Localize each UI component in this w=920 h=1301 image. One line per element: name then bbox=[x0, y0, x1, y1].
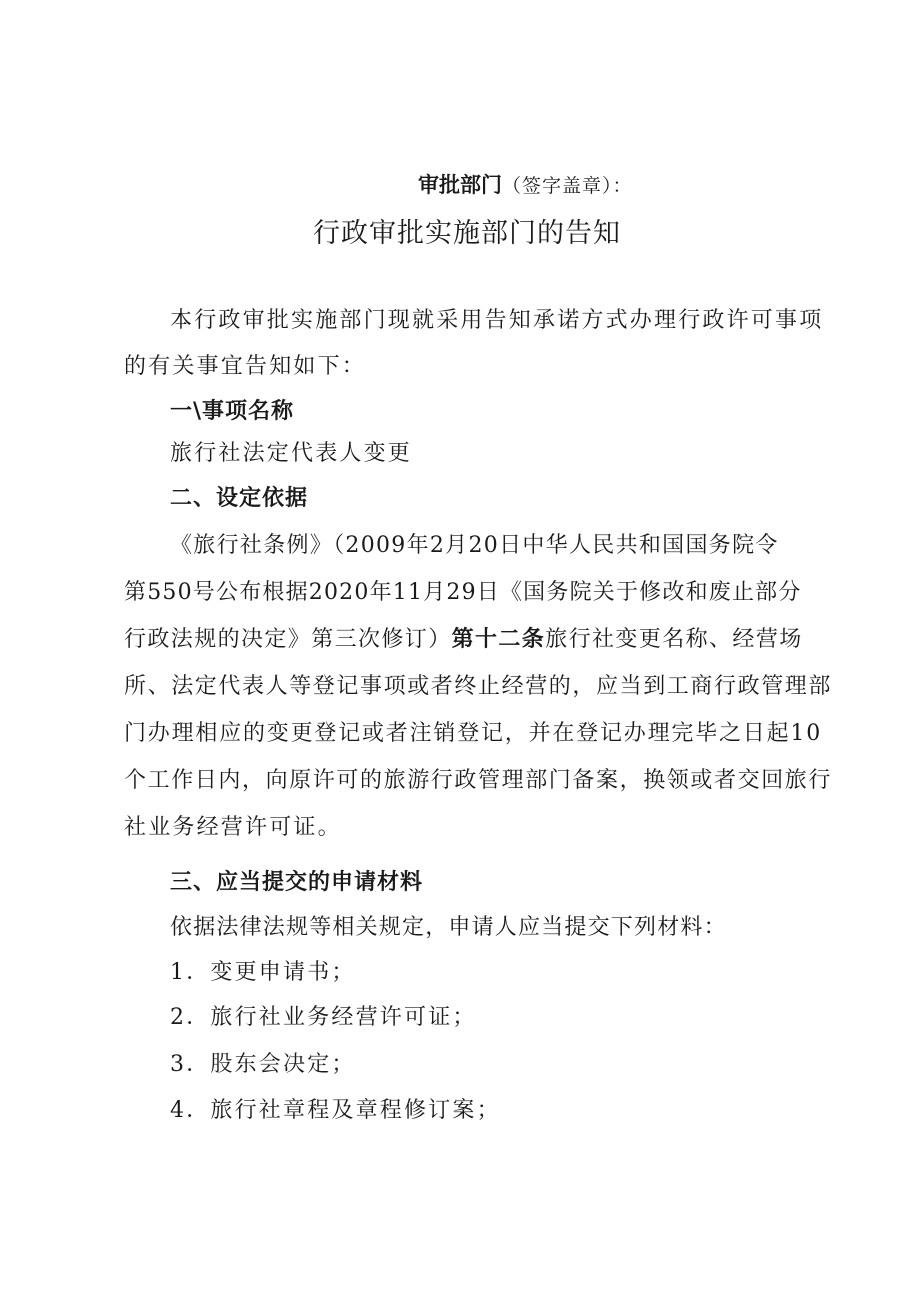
section-1-content: 旅行社法定代表人变更 bbox=[170, 441, 413, 466]
intro-line-1: 本行政审批实施部门现就采用告知承诺方式办理行政许可事项 bbox=[170, 308, 824, 333]
signature-line bbox=[418, 170, 633, 201]
basis-line-3 bbox=[124, 625, 803, 655]
basis-line-7: 社业务经营许可证。 bbox=[124, 815, 342, 840]
basis-line-3-start: 行政法规的决定》第三次修订） bbox=[124, 627, 452, 652]
signature-label: 审批部门 bbox=[418, 173, 502, 197]
list-item: 2．旅行社业务经营许可证； bbox=[170, 1005, 477, 1030]
signature-note: （签字盖章）： bbox=[502, 175, 633, 197]
basis-line-1: 《旅行社条例》（2009年2月20日中华人民共和国国务院令 bbox=[170, 533, 779, 558]
section-3-heading: 三、应当提交的申请材料 bbox=[170, 870, 424, 895]
section-2-heading: 二、设定依据 bbox=[170, 486, 309, 511]
article-number: 第十二条 bbox=[451, 627, 546, 652]
page-title: 行政审批实施部门的告知 bbox=[313, 218, 621, 249]
list-item: 4．旅行社章程及章程修订案； bbox=[170, 1098, 501, 1123]
basis-line-2: 第550号公布根据2020年11月29日《国务院关于修改和废止部分 bbox=[124, 580, 802, 605]
list-item: 1．变更申请书； bbox=[170, 960, 356, 985]
basis-line-5: 门办理相应的变更登记或者注销登记，并在登记办理完毕之日起10 bbox=[124, 721, 822, 746]
basis-line-4: 所、法定代表人等登记事项或者终止经营的，应当到工商行政管理部 bbox=[124, 674, 833, 699]
list-item: 3．股东会决定； bbox=[170, 1052, 356, 1077]
basis-line-3-end: 旅行社变更名称、经营场 bbox=[545, 627, 803, 652]
intro-line-2: 的有关事宜告知如下： bbox=[124, 354, 367, 379]
basis-line-6: 个工作日内，向原许可的旅游行政管理部门备案，换领或者交回旅行 bbox=[124, 768, 833, 793]
section-1-heading: 一\事项名称 bbox=[170, 399, 295, 424]
section-3-intro: 依据法律法规等相关规定，申请人应当提交下列材料： bbox=[170, 915, 727, 940]
